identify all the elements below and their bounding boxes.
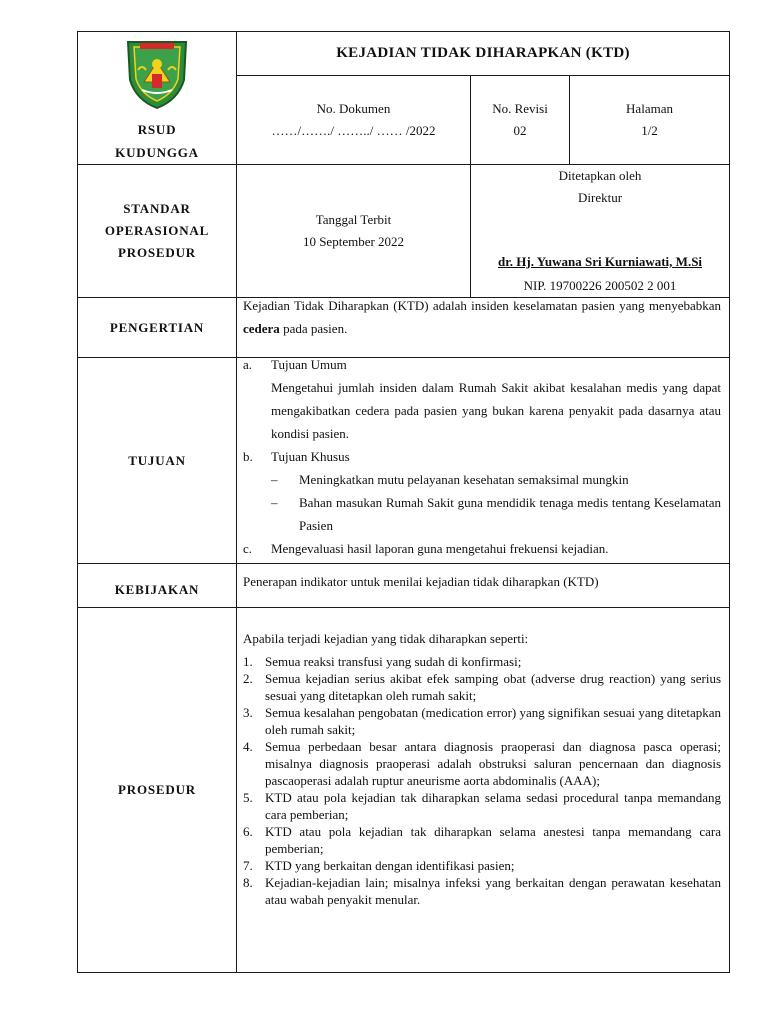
- sop-label-line1: STANDAR: [123, 201, 191, 216]
- pengertian-content: [237, 298, 730, 358]
- issue-date-label: Tanggal Terbit: [315, 212, 392, 227]
- tujuan-khusus-title: Tujuan Khusus: [271, 449, 350, 464]
- sop-label-cell: [78, 165, 237, 298]
- prosedur-item-number: 4.: [243, 739, 253, 754]
- issue-date-value: 10 September 2022: [302, 234, 405, 249]
- tujuan-khusus-bullet: – Bahan masukan Rumah Sakit guna mendidik tenaga medis tentang Keselamatan Pasien: [271, 495, 722, 533]
- pengertian-text: Kejadian Tidak Diharapkan (KTD) adalah insiden keselamatan pasien yang menyebabkan cedera pada pasien.: [243, 298, 722, 336]
- tujuan-evaluasi-text: Mengevaluasi hasil laporan guna mengetahui frekuensi kejadian.: [271, 541, 609, 556]
- prosedur-list: [243, 653, 721, 908]
- prosedur-item: [243, 874, 721, 908]
- prosedur-content: [237, 608, 730, 973]
- logo-cell: [78, 32, 237, 165]
- prosedur-item-number: 8.: [243, 875, 253, 890]
- prosedur-item: [243, 857, 721, 874]
- tujuan-khusus-bullet: – Meningkatkan mutu pelayanan kesehatan semaksimal mungkin: [271, 472, 629, 487]
- sop-label-line2: OPERASIONAL: [104, 223, 210, 238]
- prosedur-item-text: Kejadian-kejadian lain; misalnya infeksi yang berkaitan dengan perawatan kesehatan atau wabah penyakit menular.: [265, 875, 722, 907]
- prosedur-item-number: 1.: [243, 654, 253, 669]
- prosedur-item: [243, 670, 721, 704]
- tujuan-umum-title: Tujuan Umum: [271, 357, 347, 372]
- page-label: Halaman: [626, 101, 673, 117]
- prosedur-item-number: 3.: [243, 705, 253, 720]
- pengertian-label: PENGERTIAN: [109, 319, 205, 335]
- prosedur-intro: Apabila terjadi kejadian yang tidak diharapkan seperti:: [243, 631, 529, 646]
- prosedur-item: [243, 738, 721, 789]
- prosedur-item-text: KTD atau pola kejadian tak diharapkan selama anestesi tanpa memandang cara pemberian;: [265, 824, 722, 856]
- prosedur-item: [243, 704, 721, 738]
- prosedur-item-number: 7.: [243, 858, 253, 873]
- hospital-name-line1: RSUD: [137, 122, 177, 137]
- prosedur-item-number: 6.: [243, 824, 253, 839]
- revision-label: No. Revisi: [492, 101, 548, 117]
- tujuan-content: [237, 358, 730, 564]
- page-value: 1/2: [641, 123, 658, 139]
- sop-label-line3: PROSEDUR: [118, 245, 196, 260]
- approval-cell: [471, 165, 730, 298]
- signer-name: dr. Hj. Yuwana Sri Kurniawati, M.Si: [497, 254, 703, 269]
- prosedur-item: [243, 789, 721, 823]
- revision-value: 02: [513, 123, 527, 139]
- kebijakan-text: Penerapan indikator untuk menilai kejadian tidak diharapkan (KTD): [243, 574, 599, 589]
- tujuan-umum-text: Mengetahui jumlah insiden dalam Rumah Sakit akibat kesalahan medis yang dapat mengakibatkan cedera pada pasien yang bukan karena penyakit pada dasarnya atau kondisi pasien.: [271, 380, 722, 441]
- tujuan-khusus-item: b. Tujuan Khusus: [243, 445, 721, 468]
- approved-by-label: Ditetapkan oleh: [558, 168, 642, 183]
- prosedur-label-cell: [78, 608, 237, 973]
- prosedur-item-text: Semua reaksi transfusi yang sudah di konfirmasi;: [265, 654, 522, 669]
- prosedur-label: PROSEDUR: [118, 782, 196, 797]
- pengertian-emphasis: cedera: [243, 321, 280, 336]
- kebijakan-label-cell: [78, 564, 237, 608]
- document-title: [237, 32, 730, 76]
- prosedur-item-number: 5.: [243, 790, 253, 805]
- tujuan-evaluasi-item: c. Mengevaluasi hasil laporan guna mengetahui frekuensi kejadian.: [243, 537, 721, 560]
- prosedur-item-text: Semua kejadian serius akibat efek samping obat (adverse drug reaction) yang serius sesuai yang ditetapkan oleh rumah sakit;: [265, 671, 722, 703]
- kebijakan-label: KEBIJAKAN: [114, 582, 200, 597]
- page-cell: [570, 76, 730, 165]
- tujuan-label-cell: [78, 358, 237, 564]
- title-text: KEJADIAN TIDAK DIHARAPKAN (KTD): [336, 45, 630, 62]
- kebijakan-content: [237, 564, 730, 608]
- revision-cell: [471, 76, 570, 165]
- prosedur-item-text: KTD atau pola kejadian tak diharapkan selama sedasi procedural tanpa memandang cara pemberian;: [265, 790, 722, 822]
- document-number-value: ……/……./ ……../ …… /2022: [271, 123, 436, 139]
- issue-date-cell: [237, 165, 471, 298]
- prosedur-item-number: 2.: [243, 671, 253, 686]
- document-number-label: No. Dokumen: [316, 101, 391, 117]
- prosedur-item-text: Semua kesalahan pengobatan (medication error) yang signifikan sesuai yang ditetapkan oleh rumah sakit;: [265, 705, 722, 737]
- tujuan-umum-item: a. Tujuan Umum: [243, 353, 721, 376]
- document-number-cell: [237, 76, 471, 165]
- prosedur-item-text: KTD yang berkaitan dengan identifikasi pasien;: [265, 858, 515, 873]
- hospital-name: [115, 118, 199, 164]
- hospital-name-line2: KUDUNGGA: [115, 145, 199, 160]
- prosedur-item: [243, 823, 721, 857]
- tujuan-label: TUJUAN: [128, 452, 186, 468]
- hospital-logo-icon: [122, 34, 192, 112]
- signer-nip: NIP. 19700226 200502 2 001: [523, 278, 677, 293]
- pengertian-label-cell: [78, 298, 237, 358]
- sop-table: [77, 31, 730, 973]
- prosedur-item: [243, 653, 721, 670]
- approver-role: Direktur: [577, 190, 623, 205]
- prosedur-item-text: Semua perbedaan besar antara diagnosis praoperasi dan diagnosa pasca operasi; misalnya diagnosis praoperasi adalah obstruksi saluran pencernaan dan diagnosis pascaoperasi adalah ruptur aneurisme aorta abdominalis (AAA);: [265, 739, 722, 788]
